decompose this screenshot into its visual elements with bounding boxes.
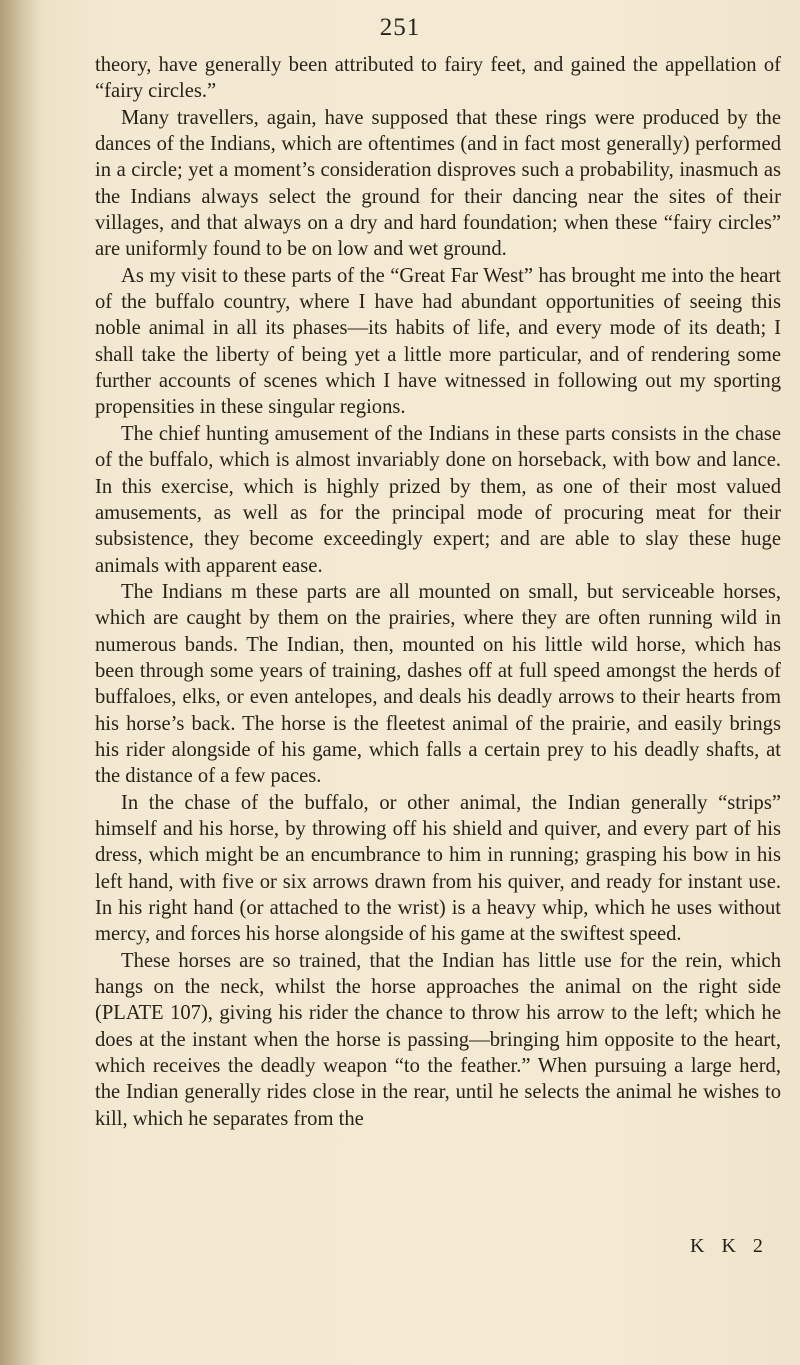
- paragraph-3: As my visit to these parts of the “Great Far West” has brought me into the heart of the buffalo country, where I have had abundant opportunities of seeing this noble animal in all its phases—its habits of life, and every mode of its death; I shall take the liberty of being yet a little more particular, and of rendering some further accounts of scenes which I have witnessed in following out my sporting propensities in these singular regions.: [95, 264, 781, 419]
- paragraph-5: The Indians m these parts are all mounted on small, but serviceable horses, which are caught by them on the prairies, where they are often running wild in numerous bands. The Indian, then, mounted on his little wild horse, which has been through some years of training, dashes off at full speed amongst the herds of buffaloes, elks, or even antelopes, and deals his deadly arrows to their hearts from his horse’s back. The horse is the fleetest animal of the prairie, and easily brings his rider alongside of his game, which falls a certain prey to his deadly shafts, at the distance of a few paces.: [95, 580, 781, 788]
- signature-mark: K K 2: [690, 1235, 769, 1257]
- paragraph-2: Many travellers, again, have supposed that these rings were produced by the dances of the Indians, which are oftentimes (and in fact most generally) performed in a circle; yet a moment’s consideration disproves such a probability, inasmuch as the Indians always select the ground for their dancing near the sites of their villages, and that always on a dry and hard foundation; when these “fairy circles” are uniformly found to be on low and wet ground.: [95, 106, 781, 261]
- paragraph-1: theory, have generally been attributed to fairy feet, and gained the appellation of “fairy circles.”: [95, 54, 781, 103]
- binding-gutter-shadow: [0, 0, 40, 1365]
- page-number: 251: [379, 14, 421, 41]
- paragraph-4: The chief hunting amusement of the Indians in these parts consists in the chase of the buffalo, which is almost invariably done on horseback, with bow and lance. In this exercise, which is highly prized by them, as one of their most valued amusements, as well as for the principal mode of procuring meat for their subsistence, they become exceedingly expert; and are able to slay these huge animals with apparent ease.: [95, 422, 781, 577]
- paragraph-6: In the chase of the buffalo, or other animal, the Indian generally “strips” himself and his horse, by throwing off his shield and quiver, and every part of his dress, which might be an encumbrance to him in running; grasping his bow in his left hand, with five or six arrows drawn from his quiver, and ready for instant use. In his right hand (or attached to the wrist) is a heavy whip, which he uses without mercy, and forces his horse alongside of his game at the swiftest speed.: [95, 791, 781, 946]
- paragraph-7: These horses are so trained, that the Indian has little use for the rein, which hangs on the neck, whilst the horse approaches the animal on the right side (PLATE 107), giving his rider the chance to throw his arrow to the left; which he does at the instant when the horse is passing—bringing him opposite to the heart, which receives the deadly weapon “to the feather.” When pursuing a large herd, the Indian generally rides close in the rear, until he selects the animal he wishes to kill, which he separates from the: [95, 949, 781, 1130]
- body-text: [95, 52, 781, 1132]
